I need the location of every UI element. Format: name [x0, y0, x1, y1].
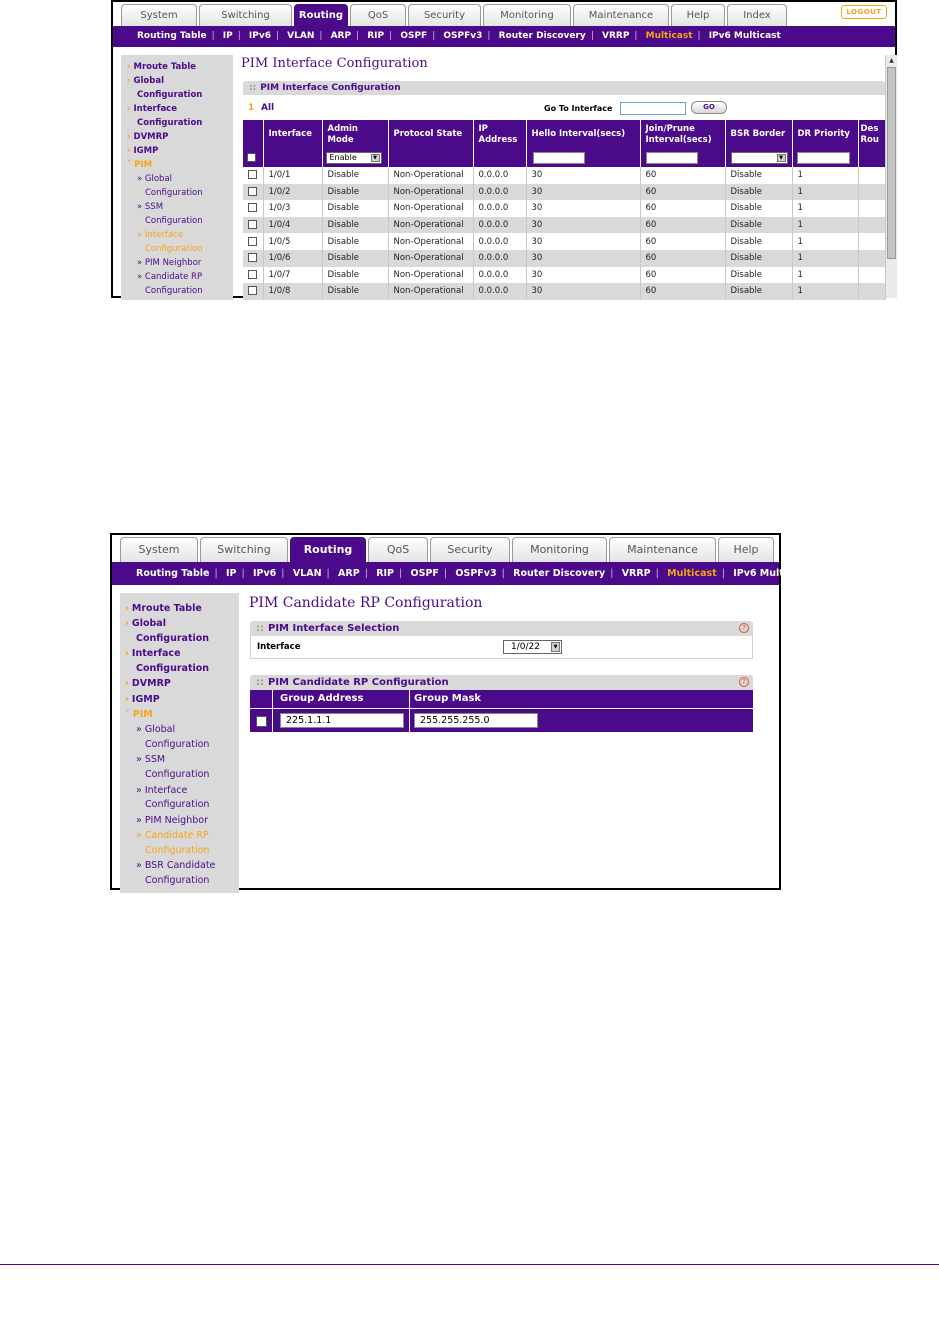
subnav-routing-table[interactable]: Routing Table: [136, 568, 210, 579]
table-row[interactable]: 1/0/7 Disable Non-Operational 0.0.0.0 30 60 Disable 1: [243, 267, 885, 284]
main-tab-bar: [113, 2, 895, 26]
col-ip-address: IP Address: [473, 120, 526, 149]
interface-select[interactable]: 1/0/22 ▼: [503, 640, 562, 654]
go-button[interactable]: GO: [691, 101, 727, 114]
subnav-vlan[interactable]: VLAN: [287, 31, 315, 41]
tab-maintenance[interactable]: Maintenance: [609, 537, 716, 562]
subnav-vrrp[interactable]: VRRP: [621, 568, 651, 579]
subnav-router-discovery[interactable]: Router Discovery: [498, 31, 586, 41]
sidebar-item-pim[interactable]: ˅ PIM: [125, 709, 153, 720]
sidebar-sub-ssm-cont: Configuration: [145, 769, 210, 780]
sidebar-item-pim[interactable]: ˅ PIM: [127, 160, 153, 170]
goto-interface-label: Go To Interface: [544, 104, 613, 113]
table-row[interactable]: 1/0/3 Disable Non-Operational 0.0.0.0 30 60 Disable 1: [243, 200, 885, 217]
subnav-rip[interactable]: RIP: [367, 31, 385, 41]
subnav-router-discovery[interactable]: Router Discovery: [513, 568, 606, 579]
subnav-vlan[interactable]: VLAN: [292, 568, 322, 579]
tab-switching[interactable]: Switching: [199, 4, 292, 26]
tab-routing[interactable]: Routing: [294, 4, 348, 26]
sidebar-sub-bsr-candidate[interactable]: » BSR Candidate: [136, 860, 216, 871]
sidebar-item-global[interactable]: › Global: [125, 618, 166, 629]
subnav-arp[interactable]: ARP: [338, 568, 360, 579]
sidebar-sub-interface-cont: Configuration: [145, 244, 203, 254]
sidebar-sub-candidate-rp-cont: Configuration: [145, 286, 203, 296]
page-title: PIM Interface Configuration: [241, 56, 428, 71]
interface-selection-header: :: PIM Interface Selection: [250, 621, 753, 636]
subnav-ipv6-multicast[interactable]: IPv6 Multicast: [708, 31, 781, 41]
tab-security[interactable]: Security: [408, 4, 481, 26]
sub-nav-bar: Routing Table | IP | IPv6 | VLAN | ARP | RIP | OSPF | OSPFv3 | Router Discovery | VRRP | Multicast | IPv6 Multicast: [113, 26, 895, 47]
row-checkbox[interactable]: [248, 237, 257, 246]
pim-candidate-rp-screenshot: [110, 533, 810, 890]
sidebar-item-interface[interactable]: › Interface: [127, 104, 177, 114]
col-group-mask: Group Mask: [414, 693, 482, 704]
row-checkbox[interactable]: [248, 187, 257, 196]
sidebar-item-interface[interactable]: › Interface: [125, 648, 181, 659]
row-checkbox[interactable]: [248, 286, 257, 295]
scroll-thumb[interactable]: [887, 67, 896, 259]
tab-monitoring[interactable]: Monitoring: [512, 537, 607, 562]
subnav-ip[interactable]: IP: [222, 31, 233, 41]
table-row[interactable]: 1/0/8 Disable Non-Operational 0.0.0.0 30 60 Disable 1: [243, 283, 885, 300]
subnav-ospfv3[interactable]: OSPFv3: [443, 31, 483, 41]
col-des-rou: Des Rou: [858, 120, 885, 149]
subnav-ipv6[interactable]: IPv6: [248, 31, 271, 41]
group-address-input[interactable]: 225.1.1.1: [280, 713, 404, 728]
col-divider: [409, 690, 410, 732]
subnav-ospfv3[interactable]: OSPFv3: [455, 568, 497, 579]
tab-index[interactable]: Index: [727, 4, 787, 26]
row-checkbox[interactable]: [256, 716, 267, 727]
subnav-routing-table[interactable]: Routing Table: [137, 31, 207, 41]
hello-interval-input[interactable]: [533, 152, 585, 164]
sidebar-item-mroute-table[interactable]: › Mroute Table: [125, 603, 202, 614]
interface-selection-body: [250, 636, 753, 659]
sidebar: [120, 593, 239, 893]
sidebar-sub-global[interactable]: » Global: [136, 724, 176, 735]
sidebar-sub-pim-neighbor[interactable]: » PIM Neighbor: [136, 815, 208, 826]
row-checkbox[interactable]: [248, 220, 257, 229]
tab-routing[interactable]: Routing: [290, 537, 366, 562]
help-icon[interactable]: ?: [739, 677, 749, 687]
tab-monitoring[interactable]: Monitoring: [483, 4, 571, 26]
tab-maintenance[interactable]: Maintenance: [573, 4, 669, 26]
table-row[interactable]: 1/0/2 Disable Non-Operational 0.0.0.0 30 60 Disable 1: [243, 184, 885, 201]
row-checkbox[interactable]: [248, 203, 257, 212]
tab-switching[interactable]: Switching: [200, 537, 288, 562]
all-link[interactable]: All: [261, 103, 275, 113]
subnav-ospf[interactable]: OSPF: [410, 568, 439, 579]
col-interface: Interface: [263, 120, 322, 149]
main-tab-bar: [112, 535, 779, 562]
sidebar-item-mroute-table[interactable]: › Mroute Table: [127, 62, 197, 72]
join-prune-input[interactable]: [646, 152, 698, 164]
sidebar-item-igmp[interactable]: › IGMP: [127, 146, 159, 156]
row-checkbox[interactable]: [248, 170, 257, 179]
subnav-ospf[interactable]: OSPF: [400, 31, 428, 41]
sidebar-sub-global[interactable]: » Global: [137, 174, 173, 184]
tab-security[interactable]: Security: [430, 537, 510, 562]
tab-qos[interactable]: QoS: [350, 4, 406, 26]
row-checkbox[interactable]: [248, 270, 257, 279]
page-footer-rule: [0, 1264, 939, 1265]
subnav-vrrp[interactable]: VRRP: [602, 31, 630, 41]
sidebar-sub-ssm[interactable]: » SSM: [137, 202, 164, 212]
subnav-arp[interactable]: ARP: [330, 31, 352, 41]
sidebar-item-global-cont: Configuration: [136, 633, 210, 644]
admin-mode-select[interactable]: Enable ▼: [326, 152, 382, 164]
sidebar-item-global[interactable]: › Global: [127, 76, 164, 86]
sidebar: [121, 55, 233, 300]
chevron-down-icon: ▼: [371, 154, 380, 162]
sidebar-sub-candidate-rp[interactable]: » Candidate RP: [137, 272, 203, 282]
chevron-down-icon: ▼: [551, 642, 560, 652]
bsr-border-select[interactable]: [731, 152, 788, 164]
help-icon[interactable]: ?: [739, 623, 749, 633]
sidebar-item-dvmrp[interactable]: › DVMRP: [127, 132, 169, 142]
subnav-rip[interactable]: RIP: [376, 568, 395, 579]
col-dr-priority: DR Priority: [792, 120, 858, 149]
subnav-multicast[interactable]: Multicast: [667, 568, 717, 579]
subnav-ipv6-multicast[interactable]: IPv6 Multicast: [733, 568, 810, 579]
col-hello-interval: Hello Interval(secs): [526, 120, 640, 149]
tab-system[interactable]: System: [121, 4, 197, 26]
tab-qos[interactable]: QoS: [368, 537, 428, 562]
page-title: PIM Candidate RP Configuration: [249, 595, 483, 611]
scroll-up-icon[interactable]: ▲: [889, 57, 894, 64]
table-row[interactable]: 1/0/4 Disable Non-Operational 0.0.0.0 30 60 Disable 1: [243, 217, 885, 234]
pim-interface-table: [243, 120, 886, 300]
tab-system[interactable]: System: [120, 537, 198, 562]
header-row-divider: [250, 708, 753, 709]
table-row[interactable]: 1/0/6 Disable Non-Operational 0.0.0.0 30 60 Disable 1: [243, 250, 885, 267]
subnav-multicast[interactable]: Multicast: [645, 31, 693, 41]
sidebar-item-interface-cont: Configuration: [136, 663, 210, 674]
sidebar-sub-ssm[interactable]: » SSM: [136, 754, 166, 765]
dr-priority-input[interactable]: [797, 152, 850, 164]
table-row[interactable]: 1/0/1 Disable Non-Operational 0.0.0.0 30 60 Disable 1: [243, 167, 885, 184]
sidebar-sub-candidate-rp[interactable]: » Candidate RP: [136, 830, 209, 841]
filter-row: [243, 149, 885, 167]
col-group-address: Group Address: [280, 693, 364, 704]
sidebar-sub-interface[interactable]: » Interface: [137, 230, 183, 240]
interface-label: Interface: [257, 642, 301, 652]
sidebar-item-igmp[interactable]: › IGMP: [125, 694, 160, 705]
col-admin-mode: Admin Mode: [322, 120, 388, 149]
logout-button[interactable]: LOGOUT: [841, 5, 887, 19]
all-marker: 1: [248, 103, 255, 113]
sidebar-sub-pim-neighbor[interactable]: » PIM Neighbor: [137, 258, 202, 268]
sidebar-item-dvmrp[interactable]: › DVMRP: [125, 678, 171, 689]
row-checkbox[interactable]: [248, 253, 257, 262]
vertical-scrollbar[interactable]: [885, 55, 897, 298]
sidebar-sub-candidate-rp-cont: Configuration: [145, 845, 210, 856]
sidebar-sub-global-cont: Configuration: [145, 188, 203, 198]
section-header: :: PIM Interface Configuration: [243, 81, 885, 95]
sidebar-sub-interface[interactable]: » Interface: [136, 785, 188, 796]
col-bsr-border: BSR Border: [725, 120, 792, 149]
tab-help[interactable]: Help: [718, 537, 774, 562]
pim-interface-screenshot: [111, 0, 897, 298]
tab-help[interactable]: Help: [671, 4, 725, 26]
sidebar-sub-ssm-cont: Configuration: [145, 216, 203, 226]
select-all-checkbox[interactable]: [247, 153, 256, 162]
chevron-down-icon: ▼: [777, 154, 786, 162]
sidebar-item-global-cont: Configuration: [137, 90, 203, 100]
candidate-rp-table: [250, 690, 753, 732]
candidate-rp-header: :: PIM Candidate RP Configuration: [250, 675, 753, 690]
table-row[interactable]: 1/0/5 Disable Non-Operational 0.0.0.0 30 60 Disable 1: [243, 233, 885, 250]
col-join-prune: Join/Prune Interval(secs): [640, 120, 725, 149]
subnav-ip[interactable]: IP: [225, 568, 237, 579]
sub-nav-bar: Routing Table | IP | IPv6 | VLAN | ARP | RIP | OSPF | OSPFv3 | Router Discovery | VRRP | Multicast | IPv6 Multicast: [112, 562, 779, 585]
sidebar-item-interface-cont: Configuration: [137, 118, 203, 128]
goto-interface-input[interactable]: [620, 102, 686, 115]
col-protocol-state: Protocol State: [388, 120, 473, 149]
subnav-ipv6[interactable]: IPv6: [252, 568, 277, 579]
sidebar-sub-interface-cont: Configuration: [145, 799, 210, 810]
group-mask-input[interactable]: 255.255.255.0: [414, 713, 538, 728]
sidebar-sub-bsr-candidate-cont: Configuration: [145, 875, 210, 886]
col-select: [243, 120, 263, 149]
sidebar-sub-global-cont: Configuration: [145, 739, 210, 750]
